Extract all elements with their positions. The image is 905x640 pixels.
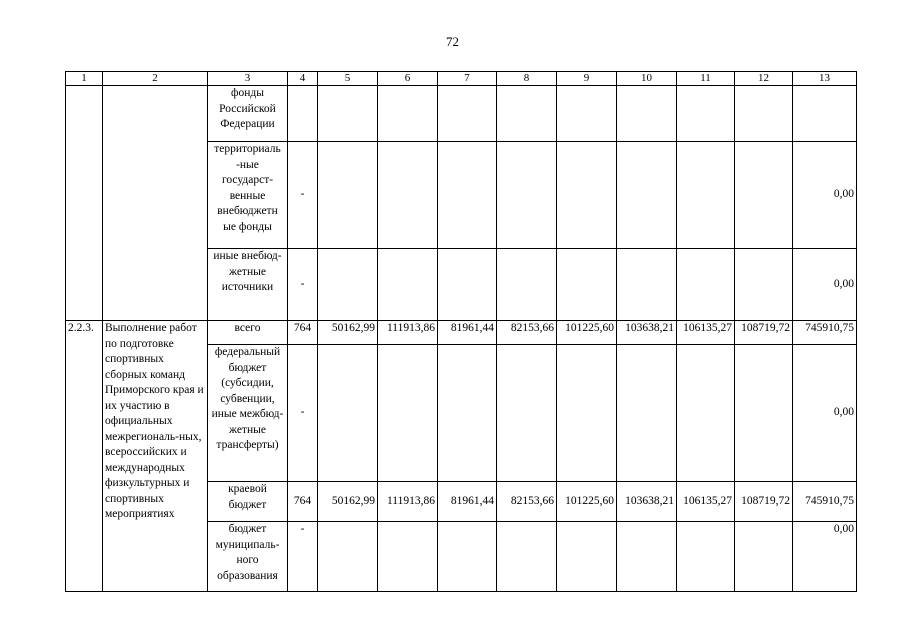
value-cell bbox=[497, 86, 557, 142]
value-cell bbox=[557, 345, 617, 482]
value-cell bbox=[438, 142, 497, 249]
value-cell bbox=[497, 522, 557, 592]
column-number: 2 bbox=[103, 72, 208, 86]
value-cell bbox=[378, 142, 438, 249]
column-4-cell: 764 bbox=[288, 321, 318, 345]
value-cell: 111913,86 bbox=[378, 482, 438, 522]
value-cell: 101225,60 bbox=[557, 482, 617, 522]
empty-cell bbox=[103, 86, 208, 321]
value-cell bbox=[378, 86, 438, 142]
column-number: 9 bbox=[557, 72, 617, 86]
column-4-cell: - bbox=[288, 249, 318, 321]
column-number: 13 bbox=[793, 72, 857, 86]
value-cell: 50162,99 bbox=[318, 321, 378, 345]
value-cell bbox=[318, 345, 378, 482]
value-cell: 106135,27 bbox=[677, 321, 735, 345]
funding-source-cell: краевой бюджет bbox=[208, 482, 288, 522]
column-4-cell: - bbox=[288, 345, 318, 482]
value-cell: 106135,27 bbox=[677, 482, 735, 522]
column-number-header bbox=[66, 72, 857, 86]
value-cell: 101225,60 bbox=[557, 321, 617, 345]
page-number: 72 bbox=[446, 34, 459, 49]
value-cell: 0,00 bbox=[793, 249, 857, 321]
value-cell bbox=[318, 86, 378, 142]
table-row bbox=[66, 321, 857, 345]
value-cell bbox=[677, 142, 735, 249]
value-cell bbox=[677, 249, 735, 321]
value-cell bbox=[438, 345, 497, 482]
value-cell bbox=[735, 142, 793, 249]
column-number: 12 bbox=[735, 72, 793, 86]
value-cell bbox=[677, 86, 735, 142]
budget-table bbox=[65, 71, 857, 592]
value-cell bbox=[318, 522, 378, 592]
value-cell: 0,00 bbox=[793, 142, 857, 249]
value-cell bbox=[617, 522, 677, 592]
value-cell: 108719,72 bbox=[735, 482, 793, 522]
value-cell: 0,00 bbox=[793, 345, 857, 482]
value-cell bbox=[735, 86, 793, 142]
value-cell bbox=[557, 249, 617, 321]
value-cell bbox=[557, 86, 617, 142]
value-cell bbox=[378, 345, 438, 482]
column-4-cell: 764 bbox=[288, 482, 318, 522]
column-4-cell: - bbox=[288, 522, 318, 592]
column-number: 6 bbox=[378, 72, 438, 86]
column-number: 11 bbox=[677, 72, 735, 86]
value-cell bbox=[497, 345, 557, 482]
value-cell bbox=[557, 522, 617, 592]
value-cell bbox=[735, 249, 793, 321]
value-cell bbox=[793, 86, 857, 142]
column-number: 1 bbox=[66, 72, 103, 86]
item-title-cell: Выполнение работ по подготовке спортивных сборных команд Приморского края и их участию в официальных межрегиональ-ных, всероссийских и международных физкультурных и спортивных мероприятиях bbox=[103, 321, 208, 592]
column-number: 8 bbox=[497, 72, 557, 86]
column-number: 3 bbox=[208, 72, 288, 86]
value-cell: 82153,66 bbox=[497, 321, 557, 345]
value-cell bbox=[677, 345, 735, 482]
value-cell bbox=[318, 249, 378, 321]
column-number: 4 bbox=[288, 72, 318, 86]
value-cell bbox=[617, 345, 677, 482]
value-cell bbox=[617, 142, 677, 249]
empty-cell bbox=[66, 86, 103, 321]
column-number: 5 bbox=[318, 72, 378, 86]
value-cell bbox=[378, 522, 438, 592]
value-cell bbox=[438, 86, 497, 142]
funding-source-cell: федеральный бюджет (субсидии, субвенции, иные межбюд-жетные трансферты) bbox=[208, 345, 288, 482]
value-cell: 103638,21 bbox=[617, 482, 677, 522]
column-4-cell bbox=[288, 86, 318, 142]
value-cell bbox=[378, 249, 438, 321]
funding-source-cell: иные внебюд-жетные источники bbox=[208, 249, 288, 321]
value-cell: 745910,75 bbox=[793, 321, 857, 345]
table-row bbox=[66, 86, 857, 142]
value-cell bbox=[438, 522, 497, 592]
column-number: 7 bbox=[438, 72, 497, 86]
value-cell bbox=[318, 142, 378, 249]
value-cell bbox=[735, 345, 793, 482]
value-cell bbox=[617, 249, 677, 321]
value-cell bbox=[617, 86, 677, 142]
column-4-cell: - bbox=[288, 142, 318, 249]
value-cell: 103638,21 bbox=[617, 321, 677, 345]
funding-source-cell: фонды Российской Федерации bbox=[208, 86, 288, 142]
item-code-cell: 2.2.3. bbox=[66, 321, 103, 592]
value-cell bbox=[497, 142, 557, 249]
value-cell: 81961,44 bbox=[438, 321, 497, 345]
value-cell: 81961,44 bbox=[438, 482, 497, 522]
value-cell: 82153,66 bbox=[497, 482, 557, 522]
funding-source-cell: всего bbox=[208, 321, 288, 345]
value-cell: 111913,86 bbox=[378, 321, 438, 345]
value-cell bbox=[735, 522, 793, 592]
value-cell: 108719,72 bbox=[735, 321, 793, 345]
value-cell bbox=[438, 249, 497, 321]
value-cell: 0,00 bbox=[793, 522, 857, 592]
funding-source-cell: территориаль -ные государст-венные внебюджетн ые фонды bbox=[208, 142, 288, 249]
value-cell bbox=[497, 249, 557, 321]
funding-source-cell: бюджет муниципаль-ного образования bbox=[208, 522, 288, 592]
value-cell: 745910,75 bbox=[793, 482, 857, 522]
value-cell bbox=[677, 522, 735, 592]
value-cell bbox=[557, 142, 617, 249]
value-cell: 50162,99 bbox=[318, 482, 378, 522]
column-number: 10 bbox=[617, 72, 677, 86]
